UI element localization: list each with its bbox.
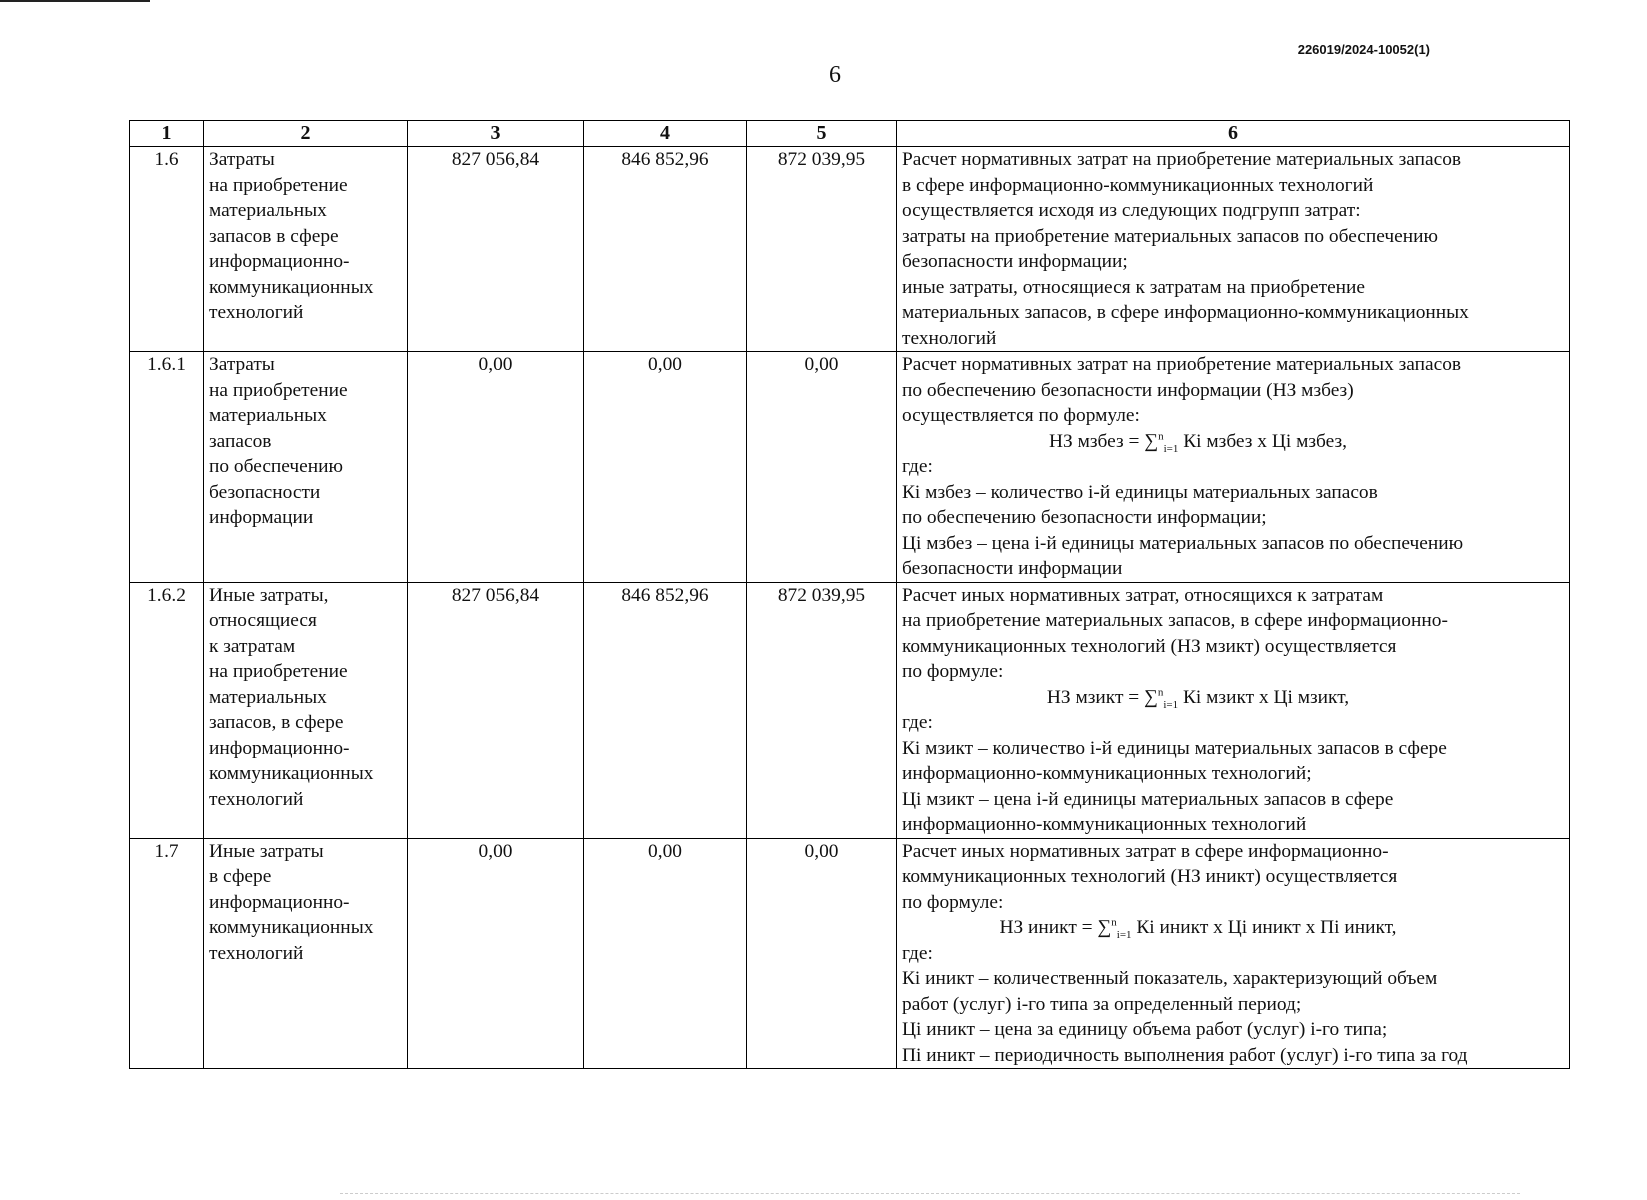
row-name-line: запасов в сфере bbox=[209, 225, 339, 247]
description-line: Расчет нормативных затрат на приобретение материальных запасов bbox=[902, 354, 1462, 375]
row-code: 1.7 bbox=[130, 838, 204, 1069]
description-line: Цi мзбез – цена i-й единицы материальных запасов по обеспечению bbox=[902, 532, 1464, 554]
description-line: работ (услуг) i-го типа за определенный период; bbox=[902, 993, 1302, 1015]
description-line: Кi мзикт – количество i-й единицы материальных запасов в сфере bbox=[902, 737, 1447, 759]
column-header: 4 bbox=[584, 121, 747, 147]
value-col3: 827 056,84 bbox=[408, 147, 584, 352]
formula-sup: n bbox=[1157, 686, 1164, 699]
row-name-line: информационно- bbox=[209, 891, 350, 913]
row-code: 1.6.2 bbox=[130, 582, 204, 838]
formula-rhs: Кi иникт х Цi иникт х Пi иникт, bbox=[1131, 917, 1397, 938]
row-name-line: безопасности bbox=[209, 481, 321, 503]
column-header: 1 bbox=[130, 121, 204, 147]
description-line: безопасности информации; bbox=[902, 251, 1128, 272]
description-line: технологий bbox=[902, 327, 997, 349]
row-name-line: материальных bbox=[209, 200, 327, 221]
column-header: 6 bbox=[897, 121, 1570, 147]
description-line: Расчет иных нормативных затрат, относящихся к затратам bbox=[902, 584, 1384, 606]
formula bbox=[902, 915, 1564, 941]
formula-sub: i=1 bbox=[1163, 698, 1179, 711]
table-row bbox=[130, 582, 1570, 838]
description-line: Расчет нормативных затрат на приобретение материальных запасов bbox=[902, 149, 1462, 170]
description-line: Кi иникт – количественный показатель, характеризующий объем bbox=[902, 968, 1438, 989]
description-line: осуществляется по формуле: bbox=[902, 405, 1140, 426]
description-line: коммуникационных технологий (НЗ мзикт) осуществляется bbox=[902, 635, 1397, 657]
description-line: Цi иникт – цена за единицу объема работ (услуг) i-го типа; bbox=[902, 1019, 1388, 1040]
description-line: Цi мзикт – цена i-й единицы материальных запасов в сфере bbox=[902, 788, 1394, 810]
formula-sup: n bbox=[1158, 430, 1164, 443]
value-col4: 846 852,96 bbox=[584, 582, 747, 838]
document-id: 226019/2024-10052(1) bbox=[1297, 42, 1430, 57]
row-code: 1.6 bbox=[130, 147, 204, 352]
row-name-line: Иные затраты bbox=[209, 840, 324, 862]
row-name bbox=[204, 147, 408, 352]
row-name-line: технологий bbox=[209, 942, 304, 964]
row-name-line: по обеспечению bbox=[209, 456, 344, 477]
row-name-line: Затраты bbox=[209, 149, 275, 170]
description-line: где: bbox=[902, 942, 933, 964]
value-col5: 0,00 bbox=[747, 838, 897, 1069]
table-row bbox=[130, 352, 1570, 583]
row-description bbox=[897, 352, 1570, 583]
row-name-line: информационно- bbox=[209, 737, 350, 759]
row-name-line: технологий bbox=[209, 302, 304, 323]
value-col4: 846 852,96 bbox=[584, 147, 747, 352]
row-description bbox=[897, 838, 1570, 1069]
header-row bbox=[130, 121, 1570, 147]
description-line: информационно-коммуникационных технологий bbox=[902, 814, 1307, 835]
row-name-line: на приобретение bbox=[209, 661, 348, 682]
description-line: по формуле: bbox=[902, 891, 1004, 913]
row-name-line: запасов, в сфере bbox=[209, 712, 344, 733]
row-code: 1.6.1 bbox=[130, 352, 204, 583]
row-name-line: в сфере bbox=[209, 866, 272, 887]
formula-lhs: НЗ мзикт = ∑ bbox=[1046, 686, 1158, 708]
description-line: на приобретение материальных запасов, в сфере информационно- bbox=[902, 610, 1448, 631]
formula-rhs: Кi мзикт х Цi мзикт, bbox=[1178, 686, 1350, 708]
row-name-line: на приобретение bbox=[209, 174, 348, 196]
description-line: в сфере информационно-коммуникационных технологий bbox=[902, 174, 1374, 196]
row-name-line: относящиеся bbox=[209, 610, 317, 631]
formula-rhs: Кi мзбез х Цi мзбез, bbox=[1178, 430, 1347, 452]
description-line: Пi иникт – периодичность выполнения работ (услуг) i-го типа за год bbox=[902, 1044, 1468, 1066]
value-col5: 872 039,95 bbox=[747, 147, 897, 352]
row-description bbox=[897, 582, 1570, 838]
scan-edge-line bbox=[0, 0, 150, 2]
row-name-line: Затраты bbox=[209, 354, 275, 375]
formula-sub: i=1 bbox=[1163, 442, 1179, 455]
row-name-line: материальных bbox=[209, 686, 327, 708]
row-name-line: Иные затраты, bbox=[209, 584, 329, 606]
description-line: информационно-коммуникационных технологий; bbox=[902, 763, 1312, 784]
description-line: по формуле: bbox=[902, 661, 1004, 682]
column-header: 5 bbox=[747, 121, 897, 147]
description-line: затраты на приобретение материальных запасов по обеспечению bbox=[902, 225, 1439, 247]
description-line: осуществляется исходя из следующих подгрупп затрат: bbox=[902, 200, 1361, 221]
row-name-line: информации bbox=[209, 507, 314, 528]
formula-lhs: НЗ мзбез = ∑ bbox=[1049, 430, 1159, 452]
description-line: где: bbox=[902, 712, 933, 733]
row-name-line: технологий bbox=[209, 788, 304, 810]
column-header: 3 bbox=[408, 121, 584, 147]
formula bbox=[902, 685, 1564, 711]
formula-sub: i=1 bbox=[1116, 928, 1132, 941]
description-line: где: bbox=[902, 456, 933, 477]
formula-sup: n bbox=[1111, 916, 1117, 929]
description-line: иные затраты, относящиеся к затратам на приобретение bbox=[902, 276, 1366, 298]
row-name bbox=[204, 352, 408, 583]
table-row bbox=[130, 147, 1570, 352]
row-name-line: материальных bbox=[209, 405, 327, 426]
row-name-line: коммуникационных bbox=[209, 276, 374, 298]
row-name bbox=[204, 838, 408, 1069]
row-name-line: к затратам bbox=[209, 635, 296, 657]
row-name-line: информационно- bbox=[209, 251, 350, 272]
value-col5: 0,00 bbox=[747, 352, 897, 583]
row-name bbox=[204, 582, 408, 838]
description-line: по обеспечению безопасности информации; bbox=[902, 507, 1267, 528]
value-col3: 0,00 bbox=[408, 838, 584, 1069]
table-row bbox=[130, 838, 1570, 1069]
description-line: Расчет иных нормативных затрат в сфере информационно- bbox=[902, 840, 1389, 862]
cost-table bbox=[129, 120, 1570, 1069]
row-name-line: запасов bbox=[209, 430, 272, 452]
column-header: 2 bbox=[204, 121, 408, 147]
value-col3: 0,00 bbox=[408, 352, 584, 583]
formula bbox=[902, 429, 1564, 455]
description-line: материальных запасов, в сфере информационно-коммуникационных bbox=[902, 302, 1469, 323]
row-name-line: коммуникационных bbox=[209, 917, 374, 938]
description-line: Кi мзбез – количество i-й единицы материальных запасов bbox=[902, 481, 1378, 503]
value-col4: 0,00 bbox=[584, 838, 747, 1069]
row-name-line: коммуникационных bbox=[209, 763, 374, 784]
value-col5: 872 039,95 bbox=[747, 582, 897, 838]
row-description bbox=[897, 147, 1570, 352]
row-name-line: на приобретение bbox=[209, 379, 348, 401]
page-number: 6 bbox=[829, 62, 841, 88]
description-line: по обеспечению безопасности информации (НЗ мзбез) bbox=[902, 379, 1354, 401]
value-col3: 827 056,84 bbox=[408, 582, 584, 838]
scan-artifact-line bbox=[340, 1193, 1520, 1195]
description-line: безопасности информации bbox=[902, 558, 1123, 579]
description-line: коммуникационных технологий (НЗ иникт) осуществляется bbox=[902, 866, 1398, 887]
value-col4: 0,00 bbox=[584, 352, 747, 583]
formula-lhs: НЗ иникт = ∑ bbox=[999, 917, 1112, 938]
